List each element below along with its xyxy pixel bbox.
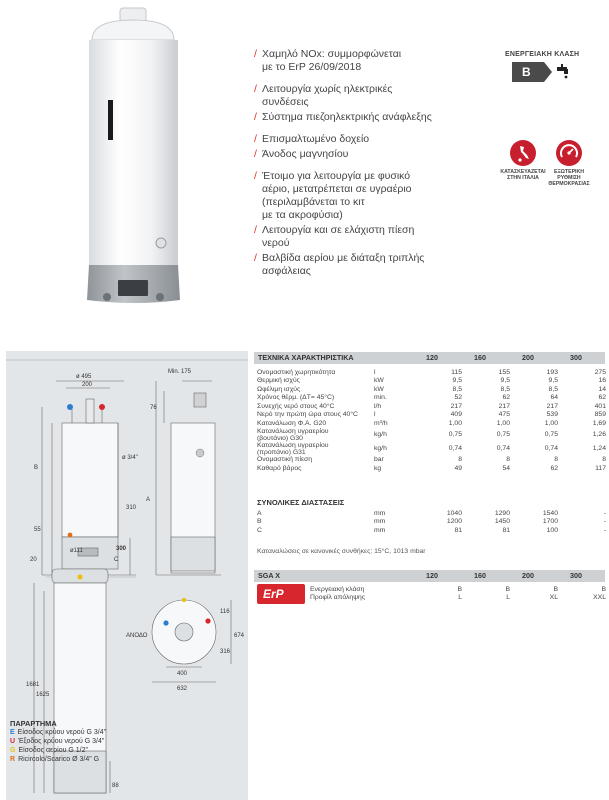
row-label-line: (προπάνιο) G31 (257, 448, 306, 456)
row-value: 9,5 (548, 377, 558, 385)
legend-item (10, 746, 106, 755)
erp-logo-text: ErP (263, 587, 284, 601)
table-row (257, 411, 606, 420)
dim-20: 20 (30, 557, 37, 563)
row-label-line: Ωφέλιμη ισχύς (257, 385, 301, 393)
row-label (257, 385, 374, 394)
row-value: 115 (451, 368, 462, 376)
row-unit: bar (374, 456, 384, 464)
feature-line: / Βαλβίδα αερίου με διάταξη τριπλής (262, 252, 484, 265)
dimensions-table (257, 509, 606, 535)
table-row (257, 385, 606, 394)
legend-text: Ricircolo/Scarico Ø 3/4" G (18, 756, 100, 763)
row-label-line: Ονομαστική πίεση (257, 456, 312, 464)
row-label-line: Συνεχής νερό στους 40°C (257, 402, 335, 410)
row-label-line: Νερό την πρώτη ώρα στους 40°C (257, 411, 358, 419)
feature-line: (περιλαμβάνεται το κιτ (262, 196, 365, 208)
energy-class-badge (512, 62, 552, 82)
row-label: B (257, 518, 262, 526)
row-value: 54 (502, 464, 510, 472)
row-value: 275 (594, 368, 606, 376)
italy-caption: ΚΑΤΑΣΚΕΥΑΖΕΤΑΙ ΣΤΗΝ ΙΤΑΛΙΑ (500, 169, 546, 181)
dimensions-title: ΣΥΝΟΛΙΚΕΣ ΔΙΑΣΤΑΣΕΙΣ (257, 498, 345, 507)
row-value: 1200 (446, 518, 462, 526)
model-col-200: 200 (522, 353, 534, 362)
row-value: 1450 (494, 518, 510, 526)
row-unit: m³/h (374, 419, 388, 427)
dim-phi-495: ø 495 (76, 374, 92, 380)
row-value: - (603, 526, 606, 534)
specs-title: ΤΕΧΝΙΚΑ ΧΑΡΑΚΤΗΡΙΣΤΙΚΑ (258, 353, 354, 362)
row-value: 8 (554, 456, 558, 464)
tap-icon (556, 64, 572, 80)
dim-min-175: Min. 175 (168, 369, 192, 375)
table-row (257, 456, 606, 465)
conditions-note: Καταναλώσεις σε κανονικές συνθήκες: 15°C, 1013 mbar (257, 548, 426, 555)
row-value: 64 (550, 394, 558, 402)
dim-1625: 1625 (36, 692, 50, 698)
row-value: 0,75 (496, 431, 510, 438)
energy-arrow (512, 62, 552, 82)
row-value: 52 (454, 394, 462, 402)
dim-a: A (146, 497, 151, 503)
dim-76: 76 (150, 405, 157, 411)
row-value: 62 (550, 464, 558, 472)
row-value: 8 (458, 456, 462, 464)
specs-title-bar (254, 352, 605, 364)
row-label-line: Χρόνος θέρμ. (ΔT= 45°C) (257, 394, 335, 402)
legend-letter: E (10, 729, 15, 736)
feature-line: αέριο, μετατρέπεται σε υγραέριο (262, 183, 412, 195)
row-label (257, 442, 374, 456)
row-unit: mm (374, 509, 386, 517)
dim-phi-3-4: ø 3/4" (122, 455, 138, 461)
row-value: 14 (598, 385, 606, 393)
row-value: L (506, 594, 510, 602)
row-label-line: Ονομαστική χωρητικότητα (257, 368, 336, 376)
row-value: 475 (498, 411, 510, 419)
row-value: B (505, 585, 510, 593)
table-row (257, 526, 606, 535)
row-value: 8,5 (548, 385, 558, 393)
row-unit: mm (374, 518, 386, 526)
row-label (257, 464, 374, 473)
specs-table (257, 368, 606, 473)
row-label-line: Κατανάλωση υγραερίου (257, 427, 329, 435)
row-value: - (603, 518, 606, 526)
row-value: 217 (498, 402, 510, 410)
row-unit: min. (374, 394, 387, 402)
feature-item (254, 48, 484, 74)
model-col-120: 120 (426, 353, 438, 362)
dim-316: 316 (220, 649, 231, 655)
row-value: 0,74 (448, 445, 462, 452)
row-value: 9,5 (500, 377, 510, 385)
table-row (257, 428, 606, 442)
legend-text: Είσοδος αερίου G 1/2" (18, 747, 88, 754)
row-label-line: Καθαρό βάρος (257, 464, 302, 472)
row-value: XXL (593, 594, 606, 602)
row-unit: kg/h (374, 445, 387, 452)
row-value: 217 (546, 402, 558, 410)
row-value: 9,5 (452, 377, 462, 385)
row-value: 539 (546, 411, 558, 419)
row-value: 1290 (494, 509, 510, 517)
row-value: 100 (546, 526, 558, 534)
sga-table (310, 585, 606, 602)
row-value: 409 (450, 411, 462, 419)
dim-400: 400 (177, 671, 188, 677)
row-unit: kW (374, 377, 384, 385)
dim-55: 55 (34, 527, 41, 533)
row-value: 1040 (446, 509, 462, 517)
sga-col-160: 160 (474, 571, 486, 580)
legend-letter: R (10, 756, 16, 763)
row-value: 117 (595, 464, 606, 472)
row-unit: l/h (374, 402, 382, 410)
row-value: 193 (546, 368, 558, 376)
table-row (257, 377, 606, 386)
legend-letter: G (10, 747, 16, 754)
row-label: A (257, 509, 262, 517)
table-row (257, 518, 606, 527)
row-value: - (603, 509, 606, 517)
row-value: 1,24 (592, 445, 606, 452)
row-label-line: Κατανάλωση Φ.Α. G20 (257, 419, 327, 427)
row-label-line: (βουτάνιο) G30 (257, 434, 303, 442)
feature-line: / Σύστημα πιεζοηλεκτρικής ανάφλεξης (262, 111, 484, 124)
dim-674: 674 (234, 633, 245, 639)
row-unit: l (374, 411, 376, 419)
row-value: XL (549, 594, 558, 602)
feature-item (254, 252, 484, 278)
table-row (257, 368, 606, 377)
feature-line: / Χαμηλό NOx: συμμορφώνεται (262, 48, 484, 61)
table-row (310, 594, 606, 603)
row-value: 8,5 (500, 385, 510, 393)
water-heater-image (0, 0, 250, 345)
row-value: 0,74 (544, 445, 558, 452)
erp-logo (257, 584, 305, 604)
dim-phi-111: ø111 (70, 548, 83, 554)
thermostat-gauge-icon (556, 140, 582, 166)
row-label (257, 377, 374, 386)
row-value: 62 (598, 394, 606, 402)
row-unit: kW (374, 385, 384, 393)
row-value: B (457, 585, 462, 593)
sga-col-120: 120 (426, 571, 438, 580)
row-value: 8,5 (452, 385, 462, 393)
row-value: B (553, 585, 558, 593)
row-value: 8 (602, 456, 606, 464)
row-value: 1,69 (592, 419, 606, 427)
row-label (257, 419, 374, 428)
row-label: Ενεργειακή κλάση (310, 585, 365, 593)
feature-item (254, 83, 484, 109)
table-row (257, 464, 606, 473)
row-value: 1,00 (544, 419, 558, 427)
feature-line: με το ErP 26/09/2018 (262, 61, 362, 73)
model-col-300: 300 (570, 353, 582, 362)
dim-c: C (114, 557, 119, 563)
row-label-line: Κατανάλωση υγραερίου (257, 441, 329, 449)
dim-632: 632 (177, 686, 188, 692)
row-value: 1,26 (592, 431, 606, 438)
row-value: 0,75 (448, 431, 462, 438)
row-value: 81 (502, 526, 510, 534)
row-value: 49 (454, 464, 462, 472)
sga-title-bar (254, 570, 605, 582)
legend-item (10, 728, 106, 737)
feature-line: / Επισμαλτωμένο δοχείο (262, 133, 484, 146)
feature-line: / Άνοδος μαγνησίου (262, 148, 484, 161)
row-value: B (601, 585, 606, 593)
italy-map-icon (510, 140, 536, 166)
legend-text: Έξοδος κρύου νερού G 3/4" (18, 738, 105, 745)
sga-title: SGA X (258, 571, 281, 580)
row-label (257, 394, 374, 403)
sga-col-300: 300 (570, 571, 582, 580)
row-label (257, 428, 374, 442)
row-value: 217 (450, 402, 462, 410)
feature-line: με τα ακροφύσια) (262, 209, 343, 221)
feature-line: / Λειτουργία και σε ελάχιστη πίεση (262, 224, 484, 237)
row-label (257, 456, 374, 465)
row-value: 1,00 (496, 419, 510, 427)
row-value: 1540 (542, 509, 558, 517)
feature-item (254, 148, 484, 161)
feature-line: ασφάλειας (262, 265, 311, 277)
legend-text: Είσοδος κρύου νερού G 3/4" (17, 729, 107, 736)
row-label: C (257, 526, 262, 534)
feature-line: συνδέσεις (262, 96, 309, 108)
row-value: 1700 (542, 518, 558, 526)
row-label: Προφίλ απόληψης (310, 594, 366, 602)
row-value: L (458, 594, 462, 602)
energy-class-letter: B (522, 65, 531, 79)
legend-letter: U (10, 738, 16, 745)
table-row (257, 509, 606, 518)
row-unit: mm (374, 526, 386, 534)
row-value: 1,00 (448, 419, 462, 427)
row-label (257, 368, 374, 377)
dim-1681: 1681 (26, 682, 40, 688)
feature-item (254, 224, 484, 250)
row-unit: l (374, 368, 376, 376)
feature-item (254, 133, 484, 146)
model-col-160: 160 (474, 353, 486, 362)
feature-line: / Λειτουργία χωρίς ηλεκτρικές (262, 83, 484, 96)
feature-item (254, 170, 484, 222)
dim-200: 200 (82, 382, 93, 388)
row-value: 0,75 (544, 431, 558, 438)
table-row (257, 442, 606, 456)
row-value: 8 (506, 456, 510, 464)
feature-list (254, 48, 484, 287)
dim-310: 310 (126, 505, 137, 511)
dim-116: 116 (220, 609, 230, 615)
row-label (257, 402, 374, 411)
table-row (310, 585, 606, 594)
thermostat-caption: ΕΞΩΤΕΡΙΚΗ ΡΥΘΜΙΣΗ ΘΕΡΜΟΚΡΑΣΙΑΣ (548, 169, 590, 187)
feature-item (254, 111, 484, 124)
row-label (257, 411, 374, 420)
legend-item (10, 737, 106, 746)
row-value: 16 (598, 377, 606, 385)
legend (10, 719, 106, 764)
feature-line: / Έτοιμο για λειτουργία με φυσικό (262, 170, 484, 183)
row-value: 401 (594, 402, 606, 410)
row-label-line: Θερμική ισχύς (257, 377, 300, 385)
model-300-label: 300 (116, 546, 127, 552)
row-unit: kg/h (374, 431, 387, 438)
legend-title: ΠΑΡΑΡΤΗΜΑ (10, 719, 57, 728)
row-value: 859 (594, 411, 606, 419)
row-value: 0,74 (496, 445, 510, 452)
table-row (257, 394, 606, 403)
legend-item (10, 755, 106, 764)
row-value: 155 (498, 368, 510, 376)
table-row (257, 402, 606, 411)
row-value: 62 (502, 394, 510, 402)
row-unit: kg (374, 464, 382, 472)
feature-line: νερού (262, 237, 290, 249)
energy-class-title: ΕΝΕΡΓΕΙΑΚΗ ΚΛΑΣΗ (505, 51, 580, 58)
row-value: 81 (454, 526, 462, 534)
sga-col-200: 200 (522, 571, 534, 580)
dim-b: B (34, 465, 39, 471)
dim-88: 88 (112, 783, 119, 789)
table-row (257, 419, 606, 428)
dim-anode: ΑΝΟΔΟ (126, 633, 148, 639)
